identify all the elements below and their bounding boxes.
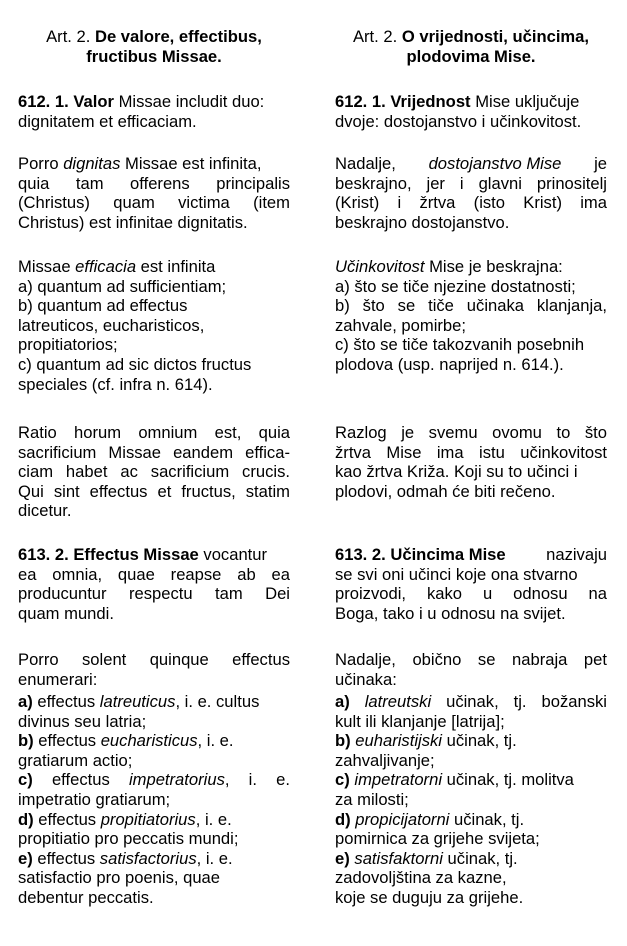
latin-effect-d-line2: propitiatio pro peccatis mundi;: [18, 829, 239, 849]
latin-dignitas-line2: quia tam offerens principalis: [18, 173, 290, 193]
croatian-paragraph-quinque: [335, 650, 607, 689]
croatian-612-line2: dvoje: dostojanstvo i učinkovitost.: [335, 111, 582, 131]
latin-ratio-line1: Ratio horum omnium est, quia: [18, 423, 290, 442]
croatian-613-line1: nazivaju: [546, 545, 607, 564]
latin-efficacia-term: efficacia: [75, 257, 137, 276]
croatian-effect-e-line2: zadovoljština za kazne,: [335, 868, 507, 888]
latin-613-number: 613. 2. Effectus Missae: [18, 545, 199, 564]
latin-paragraph-ratio: [18, 423, 290, 521]
croatian-paragraph-ratio: [335, 423, 607, 501]
latin-effect-d-letter: d): [18, 809, 34, 829]
croatian-dignitas-line3: (Krist) i žrtva (isto Krist) ima: [335, 193, 607, 213]
croatian-effect-d-post: učinak, tj.: [449, 809, 525, 829]
croatian-efficacia-line1: Mise je beskrajna:: [424, 257, 563, 276]
croatian-quinque-line1: Nadalje, obično se nabraja pet: [335, 650, 607, 669]
latin-effect-a-post: , i. e. cultus: [175, 692, 260, 711]
latin-effect-e-term: satisfactorius: [99, 848, 197, 868]
croatian-effect-c: [335, 770, 607, 790]
croatian-dignitas-line1: je: [594, 154, 607, 173]
latin-paragraph-efficacia: [18, 257, 290, 394]
latin-613-line3: producuntur respectu tam Dei: [18, 584, 290, 604]
croatian-efficacia-line5: c) što se tiče takozvanih posebnih: [335, 335, 585, 355]
croatian-effect-a-line2: kult ili klanjanje [latrija];: [335, 711, 505, 731]
latin-effect-c-pre: effectus: [32, 770, 129, 790]
latin-efficacia-line1: est infinita: [136, 257, 216, 276]
croatian-effect-a-term: latreutski: [364, 692, 432, 711]
croatian-effect-c-letter: c): [335, 770, 350, 790]
latin-effect-e-pre: effectus: [32, 848, 100, 868]
latin-effect-b-line2: gratiarum actio;: [18, 750, 133, 770]
latin-heading-title-1: De valore, effectibus,: [94, 27, 262, 46]
latin-paragraph-dignitas: [18, 154, 290, 232]
latin-efficacia-line6: c) quantum ad sic dictos fructus: [18, 354, 252, 374]
latin-effect-c: [18, 770, 290, 790]
croatian-effect-e-post: učinak, tj.: [442, 848, 518, 868]
croatian-effect-e-line3: koje se duguju za grijehe.: [335, 887, 524, 907]
latin-effect-b-pre: effectus: [33, 731, 101, 751]
croatian-heading-title-2: plodovima Mise.: [406, 47, 536, 66]
latin-effect-a-term: latreuticus: [99, 692, 176, 711]
latin-dignitas-line1: Missae est infinita,: [120, 154, 262, 173]
latin-paragraph-quinque: [18, 650, 290, 689]
latin-ratio-line3: ciam habet ac sacrificium crucis.: [18, 462, 290, 482]
croatian-ratio-line3: kao žrtva Križa. Koji su to učinci i: [335, 462, 578, 482]
croatian-effect-a-post: učinak, tj. božanski: [431, 692, 607, 711]
latin-effect-b-term: eucharisticus: [100, 731, 198, 751]
latin-612-line2: dignitatem et efficaciam.: [18, 111, 197, 131]
croatian-dignitas-pre: Nadalje,: [335, 154, 396, 173]
latin-ratio-line5: dicetur.: [18, 501, 72, 521]
latin-effect-a-letter: a): [18, 692, 33, 711]
croatian-column: [335, 0, 607, 907]
croatian-effect-b-letter: b): [335, 731, 351, 751]
latin-dignitas-pre: Porro: [18, 154, 64, 173]
latin-effect-c-term: impetratorius: [128, 770, 225, 790]
croatian-paragraph-612: [335, 92, 607, 131]
croatian-effect-e: [335, 849, 607, 869]
latin-effect-c-post: , i. e.: [224, 770, 290, 790]
latin-effect-a: [18, 692, 290, 712]
latin-efficacia-line5: propitiatorios;: [18, 335, 118, 355]
latin-effects-list: [18, 692, 290, 908]
latin-efficacia-line4: latreuticos, eucharisticos,: [18, 315, 205, 335]
croatian-effect-d: [335, 810, 607, 830]
croatian-efficacia-line4: zahvale, pomirbe;: [335, 315, 466, 335]
latin-quinque-line1: Porro solent quinque effectus: [18, 650, 290, 669]
croatian-effect-d-term: propicijatorni: [355, 809, 450, 829]
croatian-ratio-line2: žrtva Mise ima istu učinkovitost: [335, 442, 607, 462]
latin-effect-c-line2: impetratio gratiarum;: [18, 789, 171, 809]
latin-ratio-line4: Qui sint effectus et fructus, statim: [18, 481, 290, 501]
croatian-effect-a-pre: [350, 692, 365, 711]
croatian-heading-prefix: Art. 2.: [352, 27, 402, 46]
croatian-612-line1: Mise uključuje: [470, 92, 580, 111]
croatian-dignitas-term: dostojanstvo Mise: [428, 154, 562, 173]
croatian-heading: [335, 27, 607, 67]
latin-efficacia-pre: Missae: [18, 257, 76, 276]
croatian-effect-b: [335, 731, 607, 751]
croatian-effect-b-line2: zahvaljivanje;: [335, 750, 435, 770]
croatian-effects-list: [335, 692, 607, 908]
croatian-effect-b-term: euharistijski: [355, 731, 442, 751]
latin-effect-d-term: propitiatorius: [100, 809, 196, 829]
croatian-effect-c-line2: za milosti;: [335, 789, 409, 809]
latin-dignitas-line4: Christus) est infinitae dignitatis.: [18, 212, 248, 232]
croatian-613-line3: proizvodi, kako u odnosu na: [335, 584, 607, 604]
croatian-effect-a-letter: a): [335, 692, 350, 711]
latin-effect-e: [18, 849, 290, 869]
latin-effect-d-post: , i. e.: [195, 809, 232, 829]
croatian-paragraph-dignitas: [335, 154, 607, 232]
croatian-effect-d-letter: d): [335, 809, 351, 829]
croatian-quinque-line2: učinaka:: [335, 669, 397, 689]
latin-ratio-line2: sacrificium Missae eandem effica-: [18, 442, 290, 462]
latin-heading-prefix: Art. 2.: [46, 27, 95, 46]
latin-heading-title-2: fructibus Missae.: [86, 47, 222, 66]
croatian-paragraph-efficacia: [335, 257, 607, 375]
latin-efficacia-line3: b) quantum ad effectus: [18, 296, 188, 316]
croatian-effect-c-term: impetratorni: [354, 770, 443, 790]
latin-613-line1: vocantur: [198, 545, 268, 564]
latin-612-line1: Missae includit duo:: [113, 92, 265, 111]
latin-613-line2: ea omnia, quae reapse ab ea: [18, 564, 290, 584]
latin-effect-c-letter: c): [18, 770, 33, 790]
croatian-effect-b-post: učinak, tj.: [442, 731, 517, 751]
croatian-efficacia-line6: plodova (usp. naprijed n. 614.).: [335, 354, 564, 374]
croatian-effect-e-term: satisfaktorni: [354, 848, 443, 868]
latin-effect-b: [18, 731, 290, 751]
latin-effect-d: [18, 810, 290, 830]
latin-effect-e-line3: debentur peccatis.: [18, 887, 154, 907]
latin-efficacia-line2: a) quantum ad sufficientiam;: [18, 276, 227, 296]
latin-effect-e-letter: e): [18, 848, 33, 868]
latin-effect-b-letter: b): [18, 731, 34, 751]
latin-effect-e-post: , i. e.: [196, 848, 233, 868]
croatian-613-line2: se svi oni učinci koje ona stvarno: [335, 564, 578, 584]
latin-dignitas-term: dignitas: [63, 154, 121, 173]
latin-paragraph-612: [18, 92, 290, 131]
croatian-paragraph-613: [335, 545, 607, 623]
latin-paragraph-613: [18, 545, 290, 623]
latin-heading: [18, 27, 290, 67]
latin-quinque-line2: enumerari:: [18, 669, 98, 689]
croatian-612-number: 612. 1. Vrijednost: [335, 92, 471, 111]
croatian-ratio-line4: plodovi, odmah će biti rečeno.: [335, 481, 556, 501]
latin-effect-b-post: , i. e.: [197, 731, 234, 751]
latin-613-line4: quam mundi.: [18, 603, 114, 623]
latin-dignitas-line3: (Christus) quam victima (item: [18, 193, 290, 213]
croatian-efficacia-line3: b) što se tiče učinaka klanjanja,: [335, 296, 607, 316]
croatian-613-number: 613. 2. Učincima Mise: [335, 545, 506, 564]
croatian-effect-a: [335, 692, 607, 712]
croatian-effect-e-letter: e): [335, 848, 350, 868]
croatian-efficacia-term: Učinkovitost: [335, 257, 425, 276]
croatian-efficacia-line2: a) što se tiče njezine dostatnosti;: [335, 276, 576, 296]
latin-effect-d-pre: effectus: [33, 809, 101, 829]
croatian-dignitas-line4: beskrajno dostojanstvo.: [335, 212, 510, 232]
latin-effect-a-line2: divinus seu latria;: [18, 711, 147, 731]
latin-effect-e-line2: satisfactio pro poenis, quae: [18, 868, 221, 888]
latin-612-number: 612. 1. Valor: [18, 92, 114, 111]
croatian-heading-title-1: O vrijednosti, učincima,: [401, 27, 590, 46]
latin-column: [18, 0, 290, 907]
croatian-effect-d-line2: pomirnica za grijehe svijeta;: [335, 829, 540, 849]
croatian-dignitas-line2: beskrajno, jer i glavni prinositelj: [335, 173, 607, 193]
latin-efficacia-line7: speciales (cf. infra n. 614).: [18, 374, 213, 394]
croatian-ratio-line1: Razlog je svemu ovomu to što: [335, 423, 607, 442]
latin-effect-a-pre: effectus: [32, 692, 100, 711]
croatian-613-line4: Boga, tako i u odnosu na svijet.: [335, 603, 566, 623]
croatian-effect-c-post: učinak, tj. molitva: [442, 770, 574, 790]
